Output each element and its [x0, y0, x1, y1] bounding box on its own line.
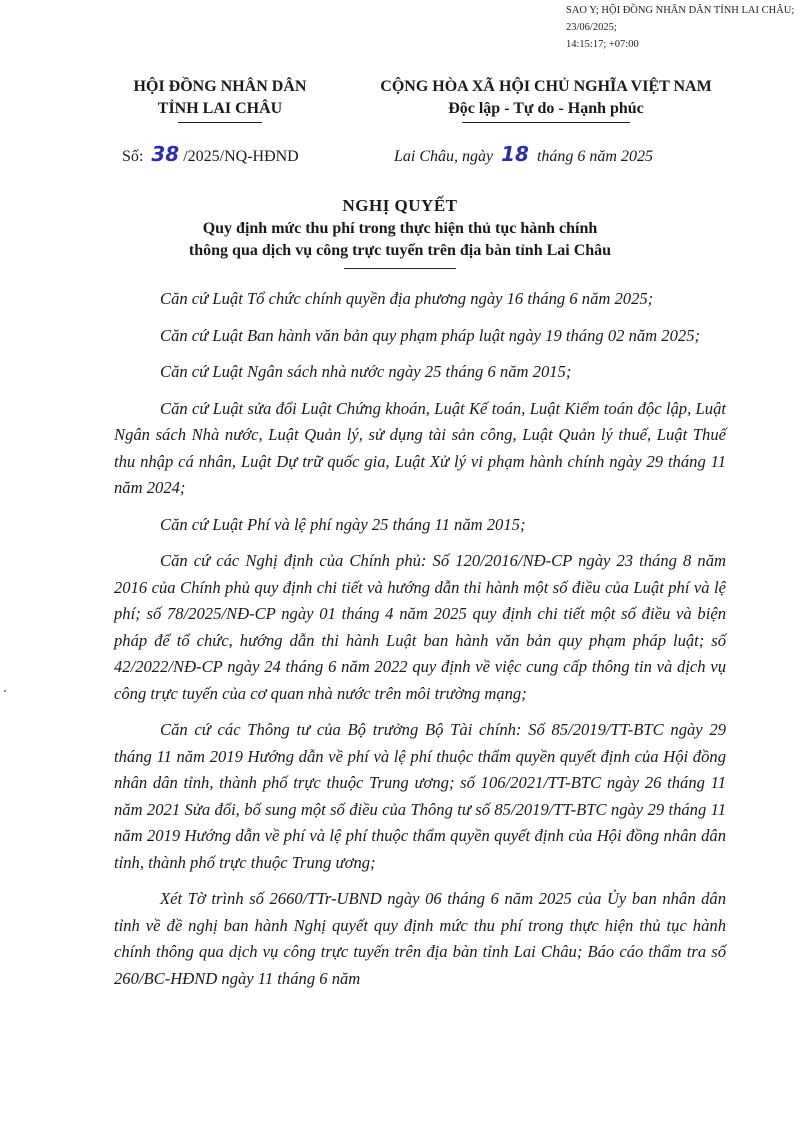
title-sub-2: thông qua dịch vụ công trực tuyến trên địa bàn tỉnh Lai Châu [188, 242, 612, 259]
preamble-body [114, 286, 726, 1002]
preamble-paragraph: Căn cứ Luật Tổ chức chính quyền địa phương ngày 16 tháng 6 năm 2025; [160, 289, 654, 308]
preamble-paragraph: Căn cứ các Thông tư của Bộ trưởng Bộ Tài chính: Số 85/2019/TT-BTC ngày 29 tháng 11 năm 2019 Hướng dẫn về phí và lệ phí thuộc thẩm quyền quyết định của Hội đồng nhân dân tỉnh, thành phố trực thuộc Trung ương; số 106/2021/TT-BTC ngày 26 tháng 11 năm 2021 Sửa đổi, bổ sung một số điều của Thông tư số 85/2019/TT-BTC ngày 29 tháng 11 năm 2019 Hướng dẫn về phí và lệ phí thuộc thẩm quyền quyết định của Hội đồng nhân dân tỉnh, thành phố trực thuộc Trung ương; [114, 720, 726, 872]
title-main: NGHỊ QUYẾT [342, 196, 458, 215]
preamble-paragraph: Căn cứ Luật Ngân sách nhà nước ngày 25 tháng 6 năm 2015; [160, 362, 572, 381]
doc-number-handwritten: 38 [151, 142, 180, 166]
resolution-title [80, 194, 720, 269]
national-title: CỘNG HÒA XÃ HỘI CHỦ NGHĨA VIỆT NAM [380, 78, 712, 95]
preamble-paragraph: Căn cứ các Nghị định của Chính phủ: Số 120/2016/NĐ-CP ngày 23 tháng 8 năm 2016 của Chính phủ quy định chi tiết và hướng dẫn thi hành một số điều của Luật phí và lệ phí; số 78/2025/NĐ-CP ngày 01 tháng 4 năm 2025 quy định chi tiết một số điều và biện pháp để tổ chức, hướng dẫn thi hành Luật ban hành văn bản quy phạm pháp luật; số 42/2022/NĐ-CP ngày 24 tháng 6 năm 2022 quy định về việc cung cấp thông tin và dịch vụ công trực tuyến của cơ quan nhà nước trên môi trường mạng; [114, 551, 726, 703]
issuer-line-1: HỘI ĐỒNG NHÂN DÂN [133, 78, 307, 95]
date-suffix: tháng 6 năm 2025 [536, 148, 653, 165]
issuer-line-2: TỈNH LAI CHÂU [157, 100, 283, 117]
issuer-header [96, 76, 344, 123]
title-sub-1: Quy định mức thu phí trong thực hiện thủ tục hành chính [202, 220, 598, 237]
document-number [122, 142, 299, 166]
doc-number-suffix: /2025/NQ-HĐND [183, 148, 299, 165]
issuer-underline [178, 122, 262, 123]
date-prefix: Lai Châu, ngày [394, 148, 494, 165]
motto-underline [462, 122, 630, 123]
stamp-line-1: SAO Y; HỘI ĐỒNG NHÂN DÂN TỈNH LAI CHÂU; 23/06/2025; [566, 5, 795, 33]
preamble-paragraph: Xét Tờ trình số 2660/TTr-UBND ngày 06 tháng 6 năm 2025 của Ủy ban nhân dân tỉnh về đề nghị ban hành Nghị quyết quy định mức thu phí trong thực hiện thủ tục hành chính thông qua dịch vụ công trực tuyến trên địa bàn tỉnh Lai Châu; Báo cáo thẩm tra số 260/BC-HĐND ngày 11 tháng 6 năm [114, 889, 726, 988]
scan-speck [4, 690, 6, 692]
preamble-paragraph: Căn cứ Luật Phí và lệ phí ngày 25 tháng 11 năm 2015; [160, 514, 526, 534]
preamble-paragraph: Căn cứ Luật sửa đổi Luật Chứng khoán, Luật Kế toán, Luật Kiểm toán độc lập, Luật Ngân sách Nhà nước, Luật Quản lý, sử dụng tài sản công, Luật Quản lý thuế, Luật Thuế thu nhập cá nhân, Luật Dự trữ quốc gia, Luật Xử lý vi phạm hành chính ngày 29 tháng 11 năm 2024; [114, 398, 726, 497]
national-header [346, 76, 746, 123]
stamp-line-2: 14:15:17; +07:00 [566, 39, 639, 50]
national-motto: Độc lập - Tự do - Hạnh phúc [448, 100, 644, 117]
date-handwritten-day: 18 [501, 142, 529, 166]
date-line [394, 142, 653, 166]
digital-copy-stamp [566, 2, 796, 53]
title-underline [344, 268, 456, 269]
preamble-paragraph: Căn cứ Luật Ban hành văn bản quy phạm pháp luật ngày 19 tháng 02 năm 2025; [160, 325, 701, 345]
doc-number-prefix: Số: [122, 148, 144, 165]
